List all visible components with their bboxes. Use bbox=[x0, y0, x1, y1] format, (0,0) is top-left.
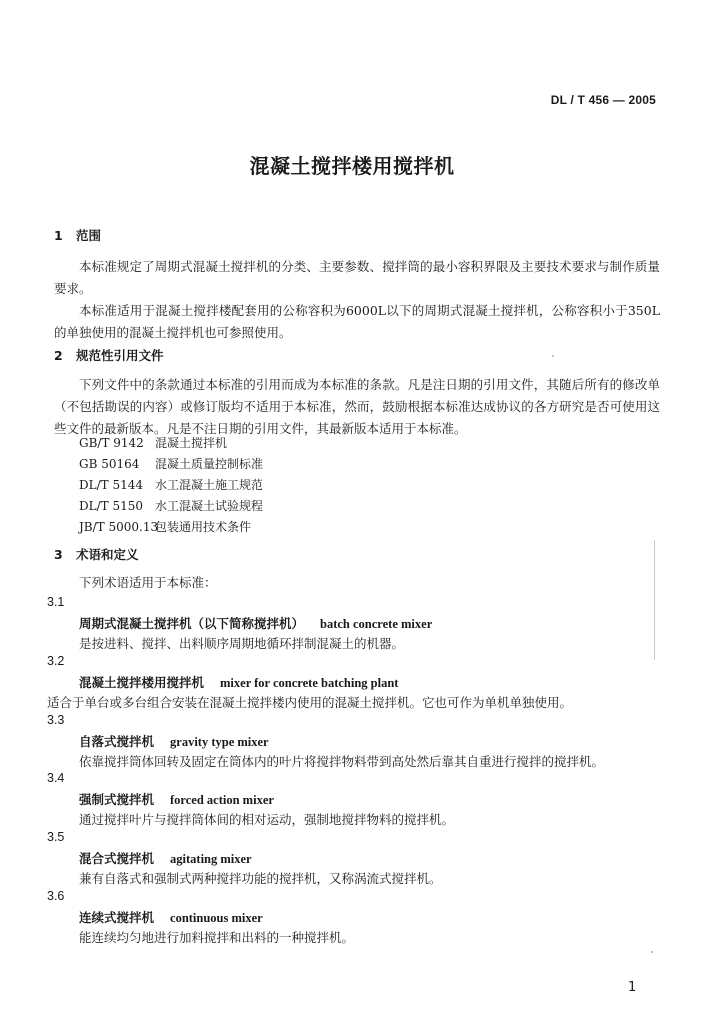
section-3-heading bbox=[54, 545, 139, 563]
term-chinese: 混凝土搅拌楼用搅拌机 bbox=[79, 675, 205, 690]
reference-item bbox=[79, 518, 251, 535]
term-entry bbox=[79, 790, 274, 808]
clause-number: 3.3 bbox=[47, 713, 65, 727]
scan-speck bbox=[552, 355, 554, 357]
section-number: 1 bbox=[54, 228, 63, 243]
term-definition: 是按进料、搅拌、出料顺序周期地循环拌制混凝土的机器。 bbox=[79, 636, 405, 651]
clause-number: 3.4 bbox=[47, 771, 65, 785]
section-1-heading bbox=[54, 226, 101, 244]
term-entry bbox=[79, 673, 398, 691]
term-chinese: 混合式搅拌机 bbox=[79, 851, 155, 866]
term-english: agitating mixer bbox=[170, 852, 252, 866]
term-entry bbox=[79, 614, 432, 632]
document-title: 混凝土搅拌楼用搅拌机 bbox=[249, 154, 455, 178]
reference-title: 混凝土质量控制标准 bbox=[155, 457, 264, 471]
term-definition: 兼有自落式和强制式两种搅拌功能的搅拌机，又称涡流式搅拌机。 bbox=[79, 871, 442, 886]
term-definition: 能连续均匀地进行加料搅拌和出料的一种搅拌机。 bbox=[79, 930, 355, 945]
section-number: 2 bbox=[54, 348, 63, 363]
term-entry bbox=[79, 908, 263, 926]
reference-title: 包装通用技术条件 bbox=[155, 520, 252, 534]
reference-code: JB/T 5000.13 bbox=[79, 520, 159, 534]
section-title: 规范性引用文件 bbox=[76, 348, 164, 363]
clause-number: 3.6 bbox=[47, 889, 65, 903]
term-definition: 依靠搅拌筒体回转及固定在筒体内的叶片将搅拌物料带到高处然后靠其自重进行搅拌的搅拌机。 bbox=[79, 754, 605, 769]
reference-item bbox=[79, 476, 263, 493]
section-2-heading bbox=[54, 346, 164, 364]
scan-speck bbox=[651, 951, 653, 953]
term-chinese: 自落式搅拌机 bbox=[79, 734, 155, 749]
reference-item bbox=[79, 497, 263, 514]
reference-title: 水工混凝土施工规范 bbox=[155, 478, 264, 492]
term-chinese: 周期式混凝土搅拌机（以下简称搅拌机） bbox=[79, 616, 305, 631]
reference-item bbox=[79, 434, 227, 451]
clause-number: 3.5 bbox=[47, 830, 65, 844]
reference-title: 混凝土搅拌机 bbox=[155, 436, 228, 450]
term-definition: 通过搅拌叶片与搅拌筒体间的相对运动，强制地搅拌物料的搅拌机。 bbox=[79, 812, 455, 827]
term-english: mixer for concrete batching plant bbox=[220, 676, 399, 690]
scan-margin-line bbox=[654, 540, 655, 660]
term-chinese: 连续式搅拌机 bbox=[79, 910, 155, 925]
clause-number: 3.2 bbox=[47, 654, 65, 668]
term-english: continuous mixer bbox=[170, 911, 263, 925]
standard-code: DL / T 456 — 2005 bbox=[550, 93, 656, 107]
page-number: 1 bbox=[628, 980, 637, 995]
term-entry bbox=[79, 849, 252, 867]
section-title: 术语和定义 bbox=[76, 547, 139, 562]
term-entry bbox=[79, 732, 269, 750]
reference-code: GB 50164 bbox=[79, 457, 140, 471]
scope-paragraph-2: 本标准适用于混凝土搅拌楼配套用的公称容积为6000L以下的周期式混凝土搅拌机，公称容积小于350L的单独使用的混凝土搅拌机也可参照使用。 bbox=[54, 303, 660, 340]
reference-code: DL/T 5144 bbox=[79, 478, 143, 492]
scope-paragraph-1: 本标准规定了周期式混凝土搅拌机的分类、主要参数、搅拌筒的最小容积界限及主要技术要求与制作质量要求。 bbox=[54, 259, 660, 296]
clause-number: 3.1 bbox=[47, 595, 65, 609]
reference-title: 水工混凝土试验规程 bbox=[155, 499, 264, 513]
normative-paragraph: 下列文件中的条款通过本标准的引用而成为本标准的条款。凡是注日期的引用文件，其随后所有的修改单（不包括勘误的内容）或修订版均不适用于本标准，然而，鼓励根据本标准达成协议的各方研究是否可使用这些文件的最新版本。凡是不注日期的引用文件，其最新版本适用于本标准。 bbox=[54, 377, 660, 436]
reference-code: GB/T 9142 bbox=[79, 436, 144, 450]
terms-intro: 下列术语适用于本标准： bbox=[79, 575, 217, 590]
term-english: forced action mixer bbox=[170, 793, 274, 807]
term-chinese: 强制式搅拌机 bbox=[79, 792, 155, 807]
reference-item bbox=[79, 455, 263, 472]
term-english: batch concrete mixer bbox=[320, 617, 433, 631]
reference-code: DL/T 5150 bbox=[79, 499, 143, 513]
section-title: 范围 bbox=[76, 228, 102, 243]
term-definition: 适合于单台或多台组合安装在混凝土搅拌楼内使用的混凝土搅拌机。它也可作为单机单独使用。 bbox=[47, 695, 573, 710]
section-number: 3 bbox=[54, 547, 63, 562]
term-english: gravity type mixer bbox=[170, 735, 269, 749]
